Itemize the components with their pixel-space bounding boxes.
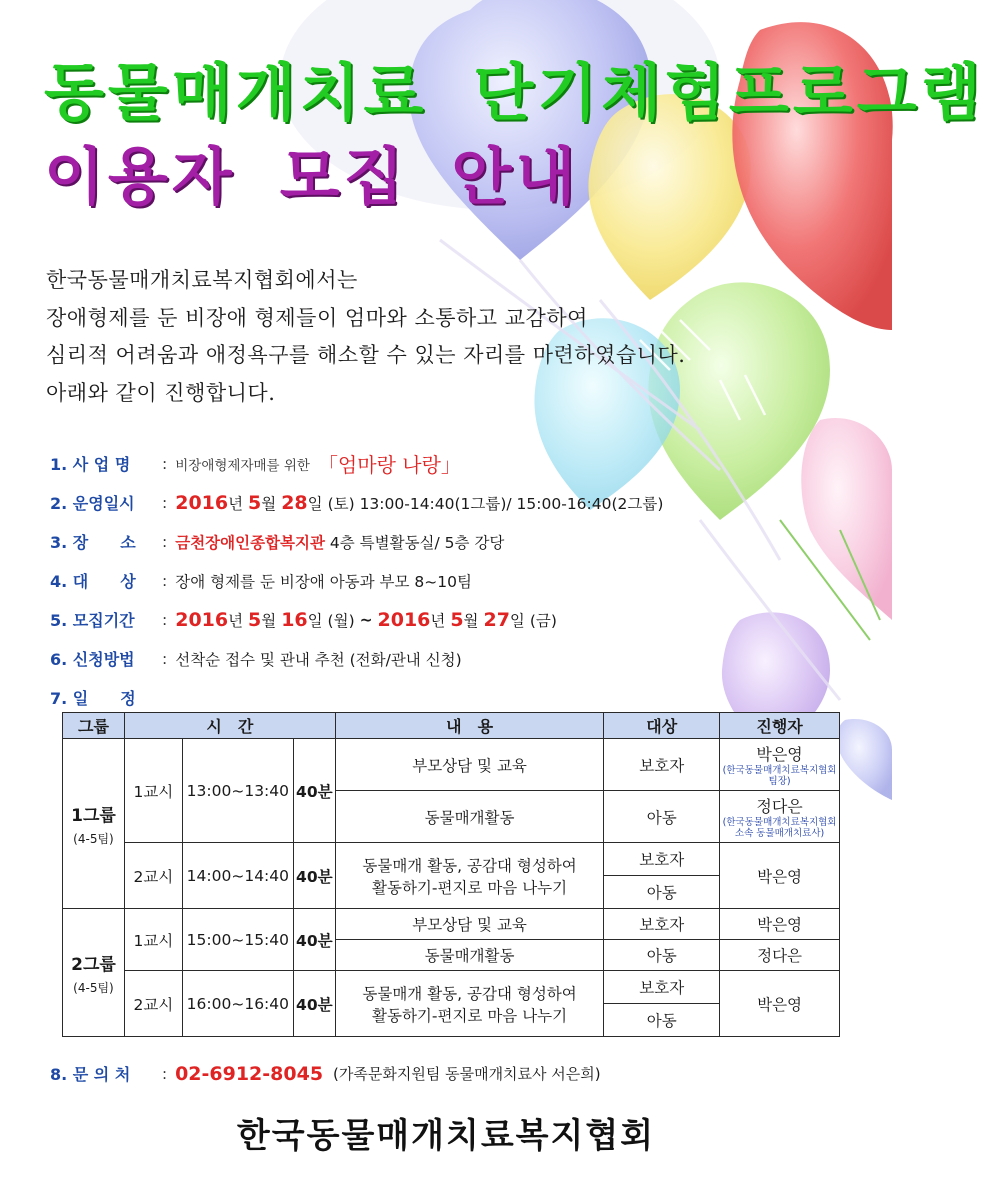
item-label: 1. 사 업 명 — [50, 455, 131, 474]
time-cell: 13:00~13:40 — [182, 739, 293, 843]
content-line: 활동하기-편지로 마음 나누기 — [372, 1006, 568, 1025]
group-sub: (4-5팀) — [73, 831, 114, 846]
leader-cell: 정다은 — [720, 940, 840, 971]
time-cell: 15:00~15:40 — [182, 909, 293, 971]
item-place: 3. 장 소 : 금천장애인종합복지관 4층 특별활동실/ 5층 강당 — [50, 522, 870, 561]
content-cell: 동물매개활동 — [335, 940, 604, 971]
suffix: 년 — [228, 611, 244, 630]
item-label: 7. 일 정 — [50, 689, 136, 708]
apply-text: 선착순 접수 및 관내 추천 (전화/관내 신청) — [175, 650, 462, 669]
intro-line: 장애형제를 둔 비장애 형제들이 엄마와 소통하고 교감하여 — [46, 305, 588, 330]
suffix: 일 (월) — [307, 611, 355, 630]
intro-line: 심리적 어려움과 애정욕구를 해소할 수 있는 자리를 마련하였습니다. — [46, 343, 686, 367]
period-end-month: 5 — [450, 608, 464, 631]
group-name: 1그룹 — [71, 805, 116, 826]
period-cell: 2교시 — [124, 971, 182, 1037]
duration-cell: 40분 — [293, 909, 335, 971]
venue-name: 금천장애인종합복지관 — [175, 533, 325, 552]
date-day-suffix: 일 — [307, 494, 323, 513]
col-header: 시 간 — [124, 713, 335, 739]
project-name: 「엄마랑 나랑」 — [317, 453, 461, 477]
content-line: 활동하기-편지로 마음 나누기 — [372, 878, 568, 897]
col-header: 진행자 — [720, 713, 840, 739]
date-year: 2016 — [175, 491, 229, 514]
target-cell: 아동 — [604, 1004, 720, 1037]
item-label: 3. 장 소 — [50, 533, 136, 552]
content-cell — [335, 843, 604, 909]
schedule-table — [62, 712, 840, 1037]
item-project: 1. 사 업 명 : 비장애형제자매를 위한 「엄마랑 나랑」 — [50, 444, 870, 483]
date-year-suffix: 년 — [228, 494, 244, 513]
title-part-2: 단기체험프로그램 — [473, 56, 985, 129]
content-cell: 부모상담 및 교육 — [335, 739, 604, 791]
venue-rooms: 4층 특별활동실/ 5층 강당 — [329, 533, 505, 552]
content-line: 동물매개 활동, 공감대 형성하여 — [362, 856, 577, 875]
leader-note: (한국동물매개치료복지협회 팀장) — [722, 765, 837, 787]
target-cell: 보호자 — [604, 971, 720, 1004]
leader-cell — [720, 739, 840, 791]
item-period: 5. 모집기간 : 2016 년 5 월 16 일 (월) ~ 2016 년 5 월 27 일 (금) — [50, 608, 557, 631]
contact-phone[interactable]: 02-6912-8045 — [175, 1062, 324, 1085]
contact-note: (가족문화지원팀 동물매개치료사 서은희) — [333, 1065, 601, 1083]
group-name: 2그룹 — [71, 954, 116, 975]
suffix: 월 — [261, 611, 277, 630]
title-line-1 — [44, 56, 985, 130]
title-line-2 — [44, 140, 623, 214]
content-line: 동물매개 활동, 공감대 형성하여 — [362, 984, 577, 1003]
period-end-day: 27 — [483, 608, 510, 631]
content-cell: 동물매개활동 — [335, 791, 604, 843]
intro-line: 한국동물매개치료복지협회에서는 — [46, 268, 358, 292]
duration-cell: 40분 — [293, 739, 335, 843]
leader-cell: 박은영 — [720, 971, 840, 1037]
title-part-1: 동물매개치료 — [44, 56, 428, 129]
period-cell: 1교시 — [124, 739, 182, 843]
tilde: ~ — [359, 610, 373, 629]
group-cell — [63, 909, 125, 1037]
item-label: 8. 문 의 처 — [50, 1065, 131, 1084]
period-start-month: 5 — [248, 608, 262, 631]
time-cell: 14:00~14:40 — [182, 843, 293, 909]
target-cell: 아동 — [604, 876, 720, 909]
leader-cell — [720, 791, 840, 843]
title-word-1: 이용자 — [44, 140, 236, 213]
table-row — [63, 739, 840, 791]
col-header: 그룹 — [63, 713, 125, 739]
time-cell: 16:00~16:40 — [182, 971, 293, 1037]
suffix: 일 (금) — [509, 611, 557, 630]
project-prefix: 비장애형제자매를 위한 — [175, 457, 310, 474]
group-cell — [63, 739, 125, 909]
table-row — [63, 843, 840, 876]
period-cell: 2교시 — [124, 843, 182, 909]
target-text: 장애 형제를 둔 비장애 아동과 부모 8~10팀 — [175, 572, 472, 591]
leader-name: 정다은 — [756, 797, 803, 816]
item-label: 4. 대 상 — [50, 572, 136, 591]
item-label: 2. 운영일시 — [50, 494, 135, 513]
item-target: 4. 대 상 : 장애 형제를 둔 비장애 아동과 부모 8~10팀 — [50, 561, 870, 600]
item-label: 5. 모집기간 — [50, 611, 135, 630]
suffix: 년 — [430, 611, 446, 630]
col-header: 내 용 — [335, 713, 604, 739]
leader-note: (한국동물매개치료복지협회 소속 동물매개치료사) — [722, 817, 837, 839]
leader-cell: 박은영 — [720, 909, 840, 940]
item-label: 6. 신청방법 — [50, 650, 135, 669]
date-day: 28 — [281, 491, 308, 514]
suffix: 월 — [463, 611, 479, 630]
period-cell: 1교시 — [124, 909, 182, 971]
duration-cell: 40분 — [293, 971, 335, 1037]
organization-footer: 한국동물매개치료복지협회 — [236, 1116, 656, 1156]
table-row — [63, 971, 840, 1004]
intro-line: 아래와 같이 진행합니다. — [46, 380, 276, 405]
table-row — [63, 909, 840, 940]
date-times: (토) 13:00-14:40(1그룹)/ 15:00-16:40(2그룹) — [327, 494, 664, 513]
group-sub: (4-5팀) — [73, 980, 114, 995]
item-apply: 6. 신청방법 : 선착순 접수 및 관내 추천 (전화/관내 신청) — [50, 639, 870, 678]
target-cell: 보호자 — [604, 843, 720, 876]
target-cell: 보호자 — [604, 739, 720, 791]
contact-line: 8. 문 의 처 : 02-6912-8045 (가족문화지원팀 동물매개치료사 서은희) — [50, 1062, 601, 1085]
content-cell: 부모상담 및 교육 — [335, 909, 604, 940]
title-word-2: 모집 — [279, 140, 408, 213]
date-month: 5 — [248, 491, 262, 514]
period-start-year: 2016 — [175, 608, 229, 631]
intro-paragraph — [46, 262, 846, 412]
col-header: 대상 — [604, 713, 720, 739]
period-end-year: 2016 — [377, 608, 431, 631]
title-word-3: 안내 — [451, 140, 580, 213]
target-cell: 아동 — [604, 791, 720, 843]
info-list — [50, 444, 870, 717]
leader-name: 박은영 — [756, 745, 803, 764]
content-cell — [335, 971, 604, 1037]
leader-cell: 박은영 — [720, 843, 840, 909]
table-header-row — [63, 713, 840, 739]
target-cell: 보호자 — [604, 909, 720, 940]
target-cell: 아동 — [604, 940, 720, 971]
item-date: 2. 운영일시 : 2016 년 5 월 28 일 (토) 13:00-14:40(1그룹)/ 15:00-16:40(2그룹) — [50, 491, 664, 514]
period-start-day: 16 — [281, 608, 308, 631]
duration-cell: 40분 — [293, 843, 335, 909]
date-month-suffix: 월 — [261, 494, 277, 513]
